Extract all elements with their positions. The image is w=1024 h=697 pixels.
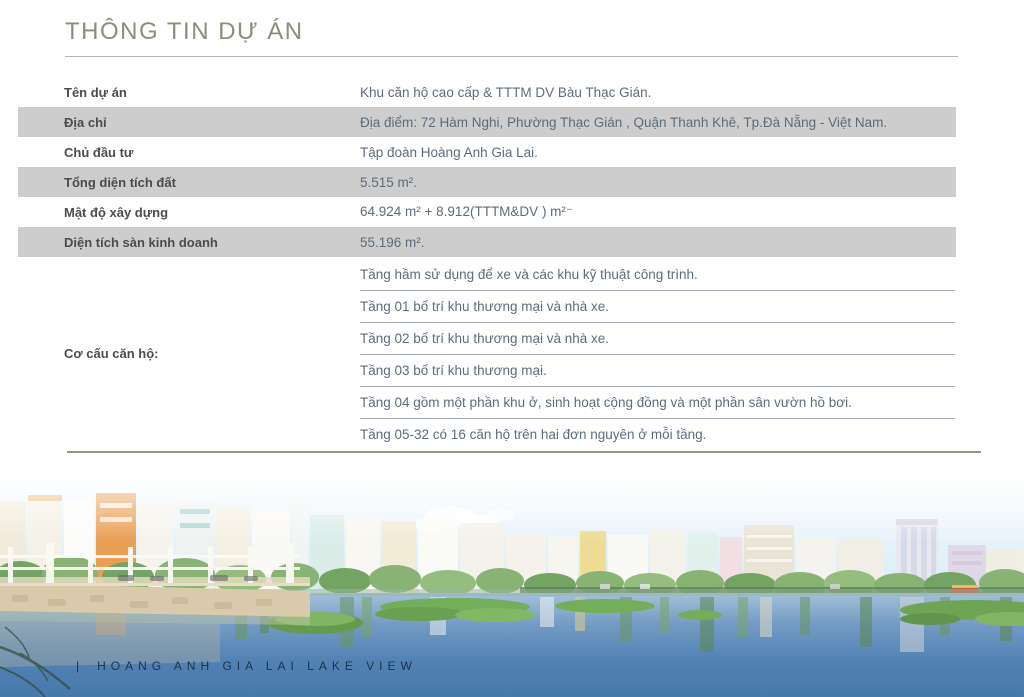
table-row — [18, 197, 956, 227]
page-header — [0, 0, 1024, 57]
table-row — [18, 167, 956, 197]
page-title: THÔNG TIN DỰ ÁN — [65, 18, 304, 45]
row-label: Mật độ xây dựng — [64, 204, 169, 220]
row-value: Tập đoàn Hoàng Anh Gia Lai. — [360, 144, 538, 160]
structure-item: Tầng 05-32 có 16 căn hộ trên hai đơn nguyên ở mỗi tầng. — [360, 427, 707, 442]
table-row — [18, 77, 956, 107]
watermark-separator: | — [76, 659, 85, 673]
row-label: Địa chỉ — [64, 114, 107, 130]
table-row — [18, 107, 956, 137]
section-end-divider — [67, 451, 981, 453]
top-fade — [0, 457, 1024, 542]
row-label: Tên dự án — [64, 84, 127, 100]
table-row — [18, 137, 956, 167]
row-label: Diện tích sàn kinh doanh — [64, 234, 218, 250]
title-divider — [65, 56, 958, 57]
structure-item: Tầng hầm sử dụng để xe và các khu kỹ thuật công trình. — [360, 259, 955, 291]
lake-view-photo — [0, 457, 1024, 697]
structure-item: Tầng 04 gồm một phần khu ở, sinh hoạt cộng đồng và một phần sân vườn hồ bơi. — [360, 387, 955, 419]
row-label: Tổng diện tích đất — [64, 174, 176, 190]
row-value: 55.196 m². — [360, 234, 425, 250]
photo-watermark — [76, 659, 417, 673]
row-value: Khu căn hộ cao cấp & TTTM DV Bàu Thạc Gián. — [360, 84, 652, 100]
row-value: 64.924 m² + 8.912(TTTM&DV ) m²⁻ — [360, 204, 574, 219]
row-label: Cơ cấu căn hộ: — [64, 346, 159, 361]
structure-item: Tầng 03 bố trí khu thương mại. — [360, 355, 955, 387]
table-row — [18, 227, 956, 257]
watermark-text: HOANG ANH GIA LAI LAKE VIEW — [97, 659, 417, 673]
table-row-apartment-structure — [18, 257, 956, 450]
structure-item-list — [360, 257, 956, 450]
structure-item: Tầng 02 bố trí khu thương mại và nhà xe. — [360, 323, 955, 355]
project-info-table — [0, 77, 1024, 450]
structure-item: Tầng 01 bố trí khu thương mại và nhà xe. — [360, 291, 955, 323]
row-value: Địa điểm: 72 Hàm Nghi, Phường Thạc Gián , Quận Thanh Khê, Tp.Đà Nẵng - Việt Nam. — [360, 114, 888, 130]
row-label: Chủ đầu tư — [64, 144, 134, 160]
row-value: 5.515 m². — [360, 174, 418, 190]
